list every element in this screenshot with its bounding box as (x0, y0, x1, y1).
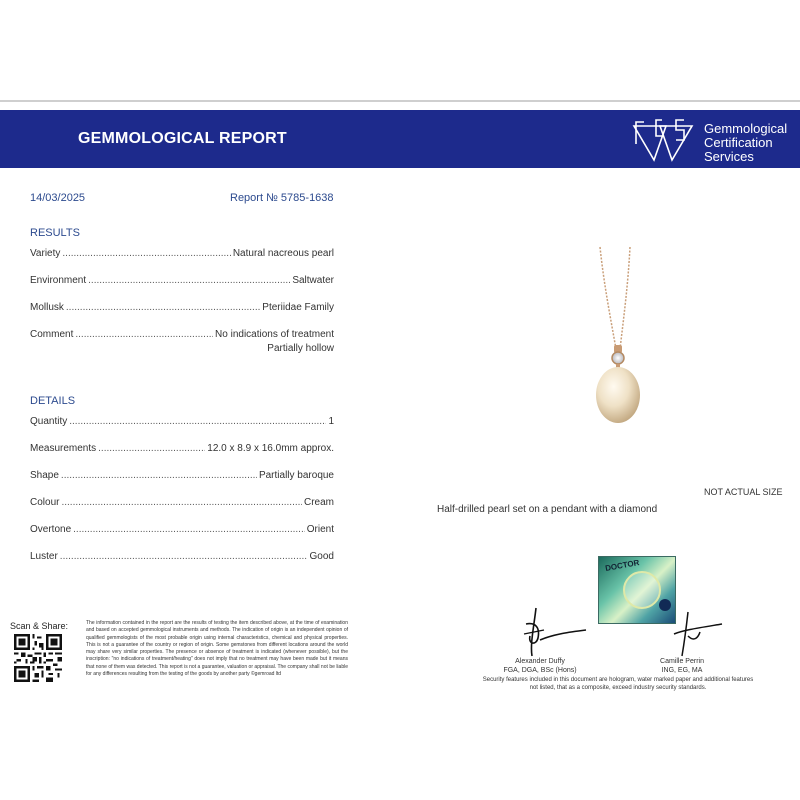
report-title: GEMMOLOGICAL REPORT (78, 130, 287, 147)
row-value: Good (309, 551, 334, 562)
row-value: 12.0 x 8.9 x 16.0mm approx. (207, 443, 334, 454)
leader-dots (61, 470, 257, 481)
row-label: Shape (30, 470, 59, 481)
signature-alexander-duffy (510, 604, 590, 658)
detail-row-colour (30, 497, 334, 508)
result-row-environment (30, 275, 334, 286)
leader-dots (88, 275, 290, 286)
not-actual-size-note: NOT ACTUAL SIZE (704, 487, 783, 497)
row-label: Overtone (30, 524, 72, 535)
disclaimer-text: The information contained in the report are the results of testing the item described above, at the time of examination and based on accepted gemmological instruments and methods. The indication of origin is an independent opinion of qualified gemmologists of the most probable origin using internal characteristics, chemical and physical properties. This is not a guarantee of the country or region of origin. Some gemstones from different locations around the world may share very similar properties. The presence or absence of treatment is indicated (whenever possible), but the inscription: "no indications of treatment/heating" does not imply that no treatment may have been made but it means that none of them was detected. This report is not a guarantee, valuation or appraisal. The company shall not be liable for any differences resulting from the testing of the goods by another party ©gemroad ltd (86, 620, 348, 678)
leader-dots (62, 248, 230, 259)
signature-camille-perrin (654, 608, 724, 658)
row-value: Orient (306, 524, 334, 535)
leader-dots (75, 329, 213, 340)
leader-dots (98, 443, 205, 454)
report-date: 14/03/2025 (30, 192, 86, 204)
leader-dots (66, 302, 260, 313)
row-value: Saltwater (292, 275, 334, 286)
row-value: Partially baroque (258, 470, 334, 481)
row-label: Quantity (30, 416, 68, 427)
logo-line-1: Gemmological (704, 121, 788, 136)
security-note: Security features included in this document are hologram, water marked paper and additional features not listed, that as a composite, exceed industry security standards. (482, 677, 754, 691)
detail-row-luster (30, 551, 334, 562)
report-number: Report № 5785-1638 (230, 192, 334, 204)
detail-row-quantity (30, 416, 334, 427)
hologram-text: DOCTOR (604, 558, 641, 573)
row-value: Natural nacreous pearl (232, 248, 334, 259)
logo-line-2: Certification (704, 135, 773, 150)
result-row-variety (30, 248, 334, 259)
result-row-mollusk (30, 302, 334, 313)
row-label: Mollusk (30, 302, 64, 313)
detail-row-measurements (30, 443, 334, 454)
signer-1 (470, 657, 610, 675)
signer-2-name: Camille Perrin (660, 658, 704, 665)
photo-caption: Half-drilled pearl set on a pendant with a diamond (437, 504, 658, 515)
row-label: Colour (30, 497, 60, 508)
signer-1-name: Alexander Duffy (515, 658, 565, 665)
details-title: DETAILS (30, 395, 76, 407)
qr-code-icon[interactable] (14, 634, 62, 682)
hologram-seal-icon (623, 571, 661, 609)
signer-1-titles: FGA, DGA, BSc (Hons) (503, 667, 577, 674)
row-label: Luster (30, 551, 58, 562)
row-value: 1 (328, 416, 334, 427)
signer-2-titles: ING, EG, MA (661, 667, 703, 674)
row-value: No indications of treatment (215, 329, 334, 340)
row-label: Environment (30, 275, 87, 286)
row-label: Measurements (30, 443, 97, 454)
logo-line-3: Services (704, 149, 754, 164)
row-value: Pteriidae Family (262, 302, 334, 313)
row-label: Comment (30, 329, 74, 340)
comment-second-line: Partially hollow (267, 343, 334, 354)
row-label: Variety (30, 248, 61, 259)
leader-dots (61, 497, 302, 508)
leader-dots (69, 416, 326, 427)
row-value: Cream (303, 497, 334, 508)
signer-2 (612, 657, 752, 675)
top-divider (0, 100, 800, 102)
result-row-comment (30, 329, 334, 340)
pearl-pendant-photo (560, 245, 670, 445)
gcs-logo-icon (628, 116, 698, 164)
leader-dots (60, 551, 308, 562)
detail-row-overtone (30, 524, 334, 535)
logo-wordmark (704, 122, 787, 164)
scan-share-label: Scan & Share: (10, 621, 69, 631)
results-title: RESULTS (30, 227, 80, 239)
leader-dots (73, 524, 305, 535)
detail-row-shape (30, 470, 334, 481)
